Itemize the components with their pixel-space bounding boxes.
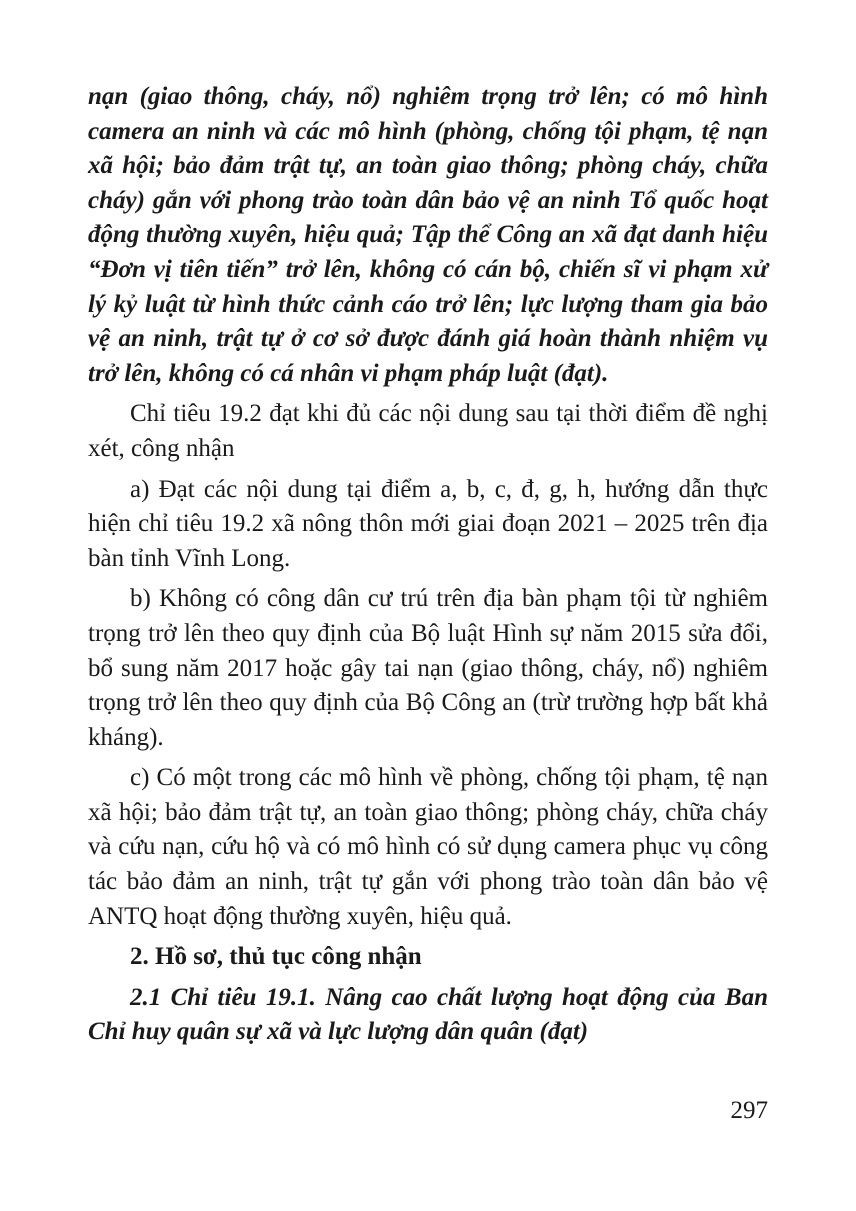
item-b-paragraph: b) Không có công dân cư trú trên địa bàn phạm tội từ nghiêm trọng trở lên theo quy định của Bộ luật Hình sự năm 2015 sửa đổi, bổ sung năm 2017 hoặc gây tai nạn (giao thông, cháy, nổ) nghiêm trọng trở lên theo quy định của Bộ Công an (trừ trường hợp bất khả kháng). <box>88 585 768 751</box>
subsection-heading: 2.1 Chỉ tiêu 19.1. Nâng cao chất lượng hoạt động của Ban Chỉ huy quân sự xã và lực lượng dân quân (đạt) <box>88 983 768 1046</box>
item-c-paragraph: c) Có một trong các mô hình về phòng, chống tội phạm, tệ nạn xã hội; bảo đảm trật tự, an toàn giao thông; phòng cháy, chữa cháy và cứu nạn, cứu hộ và có mô hình có sử dụng camera phục vụ công tác bảo đảm an ninh, trật tự gắn với phong trào toàn dân bảo vệ ANTQ hoạt động thường xuyên, hiệu quả. <box>88 764 768 930</box>
section-heading: 2. Hồ sơ, thủ tục công nhận <box>130 943 422 971</box>
continued-paragraph: nạn (giao thông, cháy, nổ) nghiêm trọng trở lên; có mô hình camera an ninh và các mô hình (phòng, chống tội phạm, tệ nạn xã hội; bảo đảm trật tự, an toàn giao thông; phòng cháy, chữa cháy) gắn với phong trào toàn dân bảo vệ an ninh Tổ quốc hoạt động thường xuyên, hiệu quả; Tập thể Công an xã đạt danh hiệu “Đơn vị tiên tiến” trở lên, không có cán bộ, chiến sĩ vi phạm xử lý kỷ luật từ hình thức cảnh cáo trở lên; lực lượng tham gia bảo vệ an ninh, trật tự ở cơ sở được đánh giá hoàn thành nhiệm vụ trở lên, không có cá nhân vi phạm pháp luật (đạt). <box>88 83 768 387</box>
page-number: 297 <box>730 1097 768 1124</box>
page-body <box>88 80 768 1050</box>
criteria-intro-paragraph: Chỉ tiêu 19.2 đạt khi đủ các nội dung sau tại thời điểm đề nghị xét, công nhận <box>88 400 768 462</box>
item-a-paragraph: a) Đạt các nội dung tại điểm a, b, c, đ, g, h, hướng dẫn thực hiện chỉ tiêu 19.2 xã nông thôn mới giai đoạn 2021 – 2025 trên địa bàn tỉnh Vĩnh Long. <box>88 475 768 572</box>
